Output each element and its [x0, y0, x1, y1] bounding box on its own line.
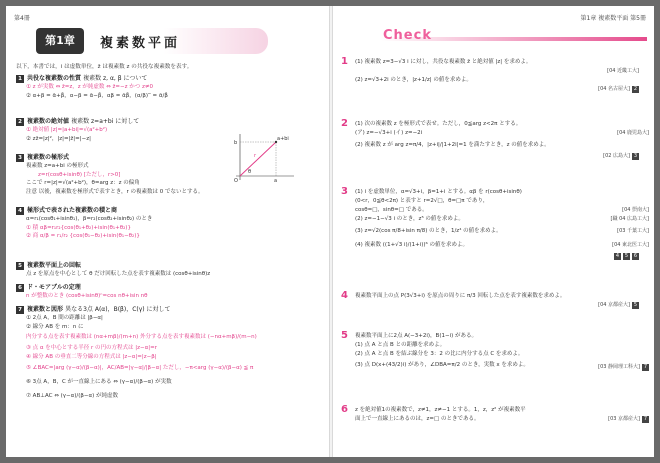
- chapter-title: 複素数平面: [100, 36, 181, 51]
- section-6: [16, 282, 316, 301]
- section-number: 4: [16, 207, 24, 215]
- chapter-tag: 第1章: [36, 28, 84, 54]
- section-number: 2: [16, 118, 24, 126]
- section-line: z=r(cosθ+isinθ) [ただし，r>0]: [38, 171, 121, 178]
- problem-item: (2) z=√3+2i のとき，|z+1/z| の値を求めよ。: [355, 77, 472, 83]
- section-1: [16, 73, 316, 100]
- section-line: ① 2点 A，B 間の距離は |β−α|: [26, 315, 103, 321]
- problem-source: [04 東北医工大]: [612, 242, 649, 248]
- problem-item: 面上で一直線上にあるのは，z=□ のときである。 [03 京都産大] 7: [355, 416, 648, 422]
- section-title: 複素数平面上の回転: [27, 262, 82, 269]
- section-number: 7: [16, 306, 24, 314]
- section-number: 6: [16, 284, 24, 292]
- problem-item: (3) z=√2(cos π/8+isin π/8) のとき，1/z⁴ の値を求めよ。 [03 千葉工大]: [355, 224, 647, 238]
- modulus-line: [240, 142, 276, 176]
- problem-number: 6: [341, 404, 348, 415]
- section-line: ③ 点 α を中心とする半径 r の円の方程式は |z−α|=r: [26, 345, 158, 351]
- problem-source: [04 近畿工大]: [607, 68, 639, 74]
- ref-mark: 2: [633, 86, 638, 92]
- ref-mark: 7: [643, 364, 648, 370]
- ref-mark: 5: [624, 253, 629, 259]
- section-line: ここで r=|z|=√(a²+b²)，θ=arg z：z の偏角: [26, 180, 140, 186]
- left-running-head: 第4冊: [14, 15, 30, 22]
- section-line: ② α+β = ᾱ+β̄，α−β = ᾱ−β̄，αβ = ᾱβ̄，(α/β)‾ = ᾱ/β̄: [26, 92, 168, 99]
- problem-item: (4) 複素数 ((1+√3 i)/(1+i))⁶ の値を求めよ。 [04 東北医工大]: [355, 238, 647, 252]
- left-page: [6, 6, 329, 457]
- problem-number: 2: [341, 118, 348, 129]
- problem-3: [341, 188, 647, 260]
- problem-item: 複素数平面上に2点 A(−3+2i)，B(1−i) がある。: [355, 333, 477, 339]
- problem-source: [04 摂南大]: [622, 207, 649, 213]
- complex-plane-diagram: [228, 132, 300, 182]
- book-spread: [6, 6, 654, 457]
- section-number: 5: [16, 262, 24, 270]
- problem-1: [341, 58, 647, 94]
- y-label: b: [234, 140, 238, 146]
- section-number: 1: [16, 75, 24, 83]
- problem-4: [341, 292, 647, 310]
- section-line: ① 積 αβ=r₁r₂{cos(θ₁+θ₂)+isin(θ₁+θ₂)}: [26, 224, 131, 231]
- section-line: ② 商 α/β = r₁/r₂ {cos(θ₁−θ₂)+isin(θ₁−θ₂)}: [26, 233, 140, 239]
- problem-item: (1) 点 A と点 B との距離を求めよ。: [355, 342, 446, 348]
- section-title: ド・モアブルの定理: [27, 284, 81, 291]
- problem-source: [04 京都産大] 5: [598, 302, 638, 308]
- section-4: [16, 205, 316, 241]
- section-line: ⑦ AB⊥AC ⇔ (γ−α)/(β−α) が純虚数: [26, 393, 119, 399]
- section-line: n が整数のとき (cosθ+isinθ)ⁿ=cos nθ+isin nθ: [26, 293, 148, 299]
- section-subtitle: 異なる3点 A(α)，B(β)，C(γ) に対して: [65, 306, 171, 313]
- section-line: ④ 線分 AB の垂直二等分線の方程式は |z−α|=|z−β|: [26, 353, 157, 360]
- problem-source: [03 千葉工大]: [617, 228, 649, 234]
- section-line: 注意 以後，複素数を極形式で表すとき，r の複素数は 0 でないとする。: [26, 188, 204, 195]
- problem-item: (2) 点 A と点 B を結ぶ線分を 3：2 の比に内分する点 C を求めよ。: [355, 351, 524, 357]
- problem-item: 複素数平面上の点 P(3√3+i) を原点の周りに π/3 回転した点を表す複素数を求めよ。: [355, 293, 566, 299]
- intro-text: 以下，本書では，i は虚数単位，z̄ は複素数 z の共役な複素数を表す。: [16, 64, 193, 70]
- ref-mark: 5: [633, 302, 638, 308]
- section-subtitle: 複素数 z=a+bi に対して: [71, 118, 140, 125]
- problem-6: [341, 406, 647, 424]
- section-title: 極形式で表された複素数の積と商: [27, 207, 118, 214]
- section-subtitle: 複素数 z, α, β について: [83, 75, 148, 82]
- section-line: ② zz̄=|z|²，|z|=|z̄|=|−z|: [26, 135, 91, 142]
- problem-number: 5: [341, 330, 348, 341]
- section-title: 複素数と図形: [27, 306, 64, 313]
- problem-item: (1) 次の複素数 z を極形式で表せ。ただし，0≦arg z<2π とする。: [355, 121, 522, 127]
- section-title: 複素数の極形式: [27, 154, 70, 161]
- check-header: [341, 28, 647, 44]
- chapter-banner: [36, 28, 268, 54]
- section-number: 3: [16, 154, 24, 162]
- problem-number: 3: [341, 186, 348, 197]
- section-title: 複素数の絶対値: [27, 118, 70, 125]
- problem-source: [04 鹿児島大]: [617, 130, 649, 136]
- problem-item: (0<r，0≦θ<2π) と表すと r=2√□，θ=□π であり，: [355, 198, 489, 204]
- problem-item: (2) z=−1−√3 i のとき，z⁵ の値を求めよ。 [職 04 広島工大]: [355, 216, 649, 222]
- problem-number: 4: [341, 290, 348, 301]
- ref-marks: [612, 252, 639, 261]
- angle-label: θ: [248, 169, 252, 175]
- section-line: α=r₁(cosθ₁+isinθ₁)，β=r₂(cosθ₂+isinθ₂) のとき: [26, 216, 153, 222]
- modulus-label: r: [254, 153, 257, 159]
- section-line: 内分する点を表す複素数は (nα+mβ)/(m+n) 外分する点を表す複素数は (−nα+mβ)/(m−n): [26, 334, 257, 340]
- section-line: ⑥ 3点 A，B，C が一直線上にある ⇔ (γ−α)/(β−α) が実数: [26, 379, 172, 385]
- problem-item: (1) i を虚数単位，α=√3+i，β=1+i とする。αβ を r(cosθ+isinθ): [355, 189, 522, 195]
- point-label: a+bi: [277, 136, 289, 142]
- section-line: 点 z を原点を中心として θ だけ回転した点を表す複素数は (cosθ+isinθ)z: [26, 271, 211, 277]
- origin-label: O: [234, 178, 238, 182]
- x-label: a: [274, 178, 278, 182]
- problem-item: (2) 複素数 z が arg z=π/4，|z+i|/|1+2i|=1 を満たすとき，z の値を求めよ。: [355, 142, 550, 148]
- section-7: [16, 304, 316, 403]
- problem-source: [職 04 広島工大]: [610, 216, 649, 222]
- right-running-head: 第1章 複素数平面 第5冊: [580, 15, 646, 22]
- problem-source: [03 京都産大] 7: [608, 416, 648, 422]
- ref-mark: 7: [643, 416, 648, 422]
- section-line: 複素数 z=a+bi の極形式: [26, 163, 89, 169]
- problem-item: cosθ=□，sinθ=□ である。 [04 摂南大]: [355, 207, 649, 213]
- check-title: Check: [383, 28, 432, 43]
- problem-item: (ア) z=−√3+i (イ) z=−2i [04 鹿児島大]: [355, 130, 649, 136]
- ref-mark: 6: [633, 253, 638, 259]
- problem-source: [04 名古屋大] 2: [598, 86, 638, 92]
- section-title: 共役な複素数の性質: [27, 75, 82, 82]
- section-line: ② 線分 AB を m：n に: [26, 323, 84, 330]
- problem-5: [341, 332, 647, 372]
- problem-item: (3) 点 D(x+(43/2)i) があり，∠DBA=π/2 のとき，実数 x を求めよ。 [03 静岡理工科大] 7: [355, 359, 647, 372]
- problem-number: 1: [341, 56, 348, 67]
- problem-item: (1) 複素数 z=3−√3 i に対し，共役な複素数 z̄ と絶対値 |z| を求めよ。: [355, 59, 532, 65]
- section-line: ① 絶対値 |z|=|a+bi|=√(a²+b²): [26, 127, 108, 133]
- section-line: ⑤ ∠BAC=|arg (γ−α)/(β−α)|，AC/AB=|γ−α|/|β−α| ただし，−π<arg (γ−α)/(β−α) ≦ π: [26, 365, 254, 371]
- ref-mark: 3: [633, 153, 638, 159]
- ref-mark: 4: [615, 253, 620, 259]
- problem-source: [02 広島大] 3: [603, 153, 638, 159]
- problem-2: [341, 120, 647, 161]
- right-page: [333, 6, 654, 457]
- problem-item: z を絶対値1の複素数で，z≠1，z≠−1 とする。1，z，z² が複素数平: [355, 407, 526, 413]
- section-line: ① z が実数 ⇔ z̄=z，z が純虚数 ⇔ z̄=−z かつ z≠0: [26, 84, 154, 90]
- section-5: [16, 260, 316, 279]
- problem-source: [03 静岡理工科大] 7: [598, 364, 648, 370]
